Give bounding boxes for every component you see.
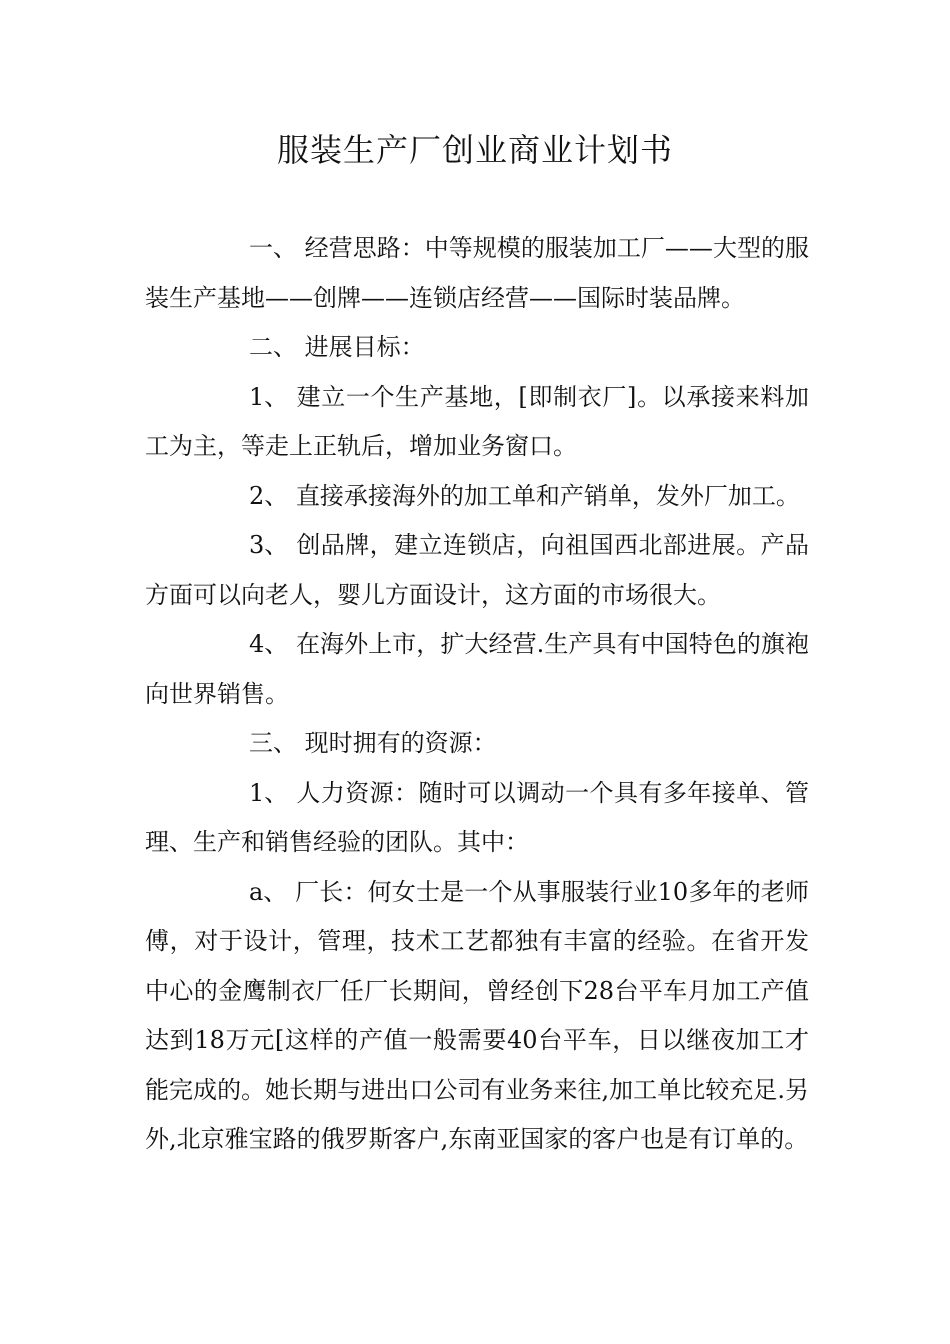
paragraph-goal-3 <box>145 521 809 620</box>
paragraph-current-resources <box>145 719 809 769</box>
paragraph-goal-2 <box>145 472 809 522</box>
paragraph-human-resources <box>145 769 809 868</box>
paragraph-business-idea <box>145 224 809 323</box>
paragraph-development-goals <box>145 323 809 373</box>
document-title: 服装生产厂创业商业计划书 <box>276 131 673 169</box>
paragraph-text: 进展目标： <box>304 333 425 361</box>
paragraph-goal-4 <box>145 620 809 719</box>
section-number: 三、 <box>249 729 297 757</box>
paragraph-text: 建立一个生产基地，[即制衣厂]。以承接来料加工为主，等走上正轨后，增加业务窗口。 <box>145 382 809 460</box>
paragraph-text: 现时拥有的资源： <box>304 729 497 757</box>
paragraph-factory-director <box>145 868 809 1165</box>
section-number: 二、 <box>249 333 297 361</box>
item-number: 2、 <box>249 481 289 510</box>
document-body <box>145 224 809 1165</box>
paragraph-text: 直接承接海外的加工单和产销单，发外厂加工。 <box>295 481 800 510</box>
paragraph-text: 经营思路：中等规模的服装加工厂——大型的服装生产基地——创牌——连锁店经营——国际时装品牌。 <box>145 234 809 312</box>
item-number: 4、 <box>249 630 289 658</box>
section-number: 一、 <box>249 234 297 262</box>
paragraph-text: 在海外上市，扩大经营.生产具有中国特色的旗袍向世界销售。 <box>145 630 809 708</box>
item-number: 1、 <box>249 382 289 411</box>
item-letter: a、 <box>249 877 288 906</box>
item-number: 1、 <box>249 778 289 807</box>
item-number: 3、 <box>249 531 289 559</box>
paragraph-text: 厂长：何女士是一个从事服装行业10多年的老师傅，对于设计，管理，技术工艺都独有丰富的经验。在省开发中心的金鹰制衣厂任厂长期间，曾经创下28台平车月加工产值达到18万元[这样的产值一般需要40台平车，日以继夜加工才能完成的。她长期与进出口公司有业务来往,加工单比较充足.另外,北京雅宝路的俄罗斯客户,东南亚国家的客户也是有订单的。 <box>145 877 809 1153</box>
paragraph-goal-1 <box>145 373 809 472</box>
paragraph-text: 创品牌，建立连锁店，向祖国西北部进展。产品方面可以向老人，婴儿方面设计，这方面的市场很大。 <box>145 531 809 609</box>
paragraph-text: 人力资源：随时可以调动一个具有多年接单、管理、生产和销售经验的团队。其中： <box>145 778 809 856</box>
